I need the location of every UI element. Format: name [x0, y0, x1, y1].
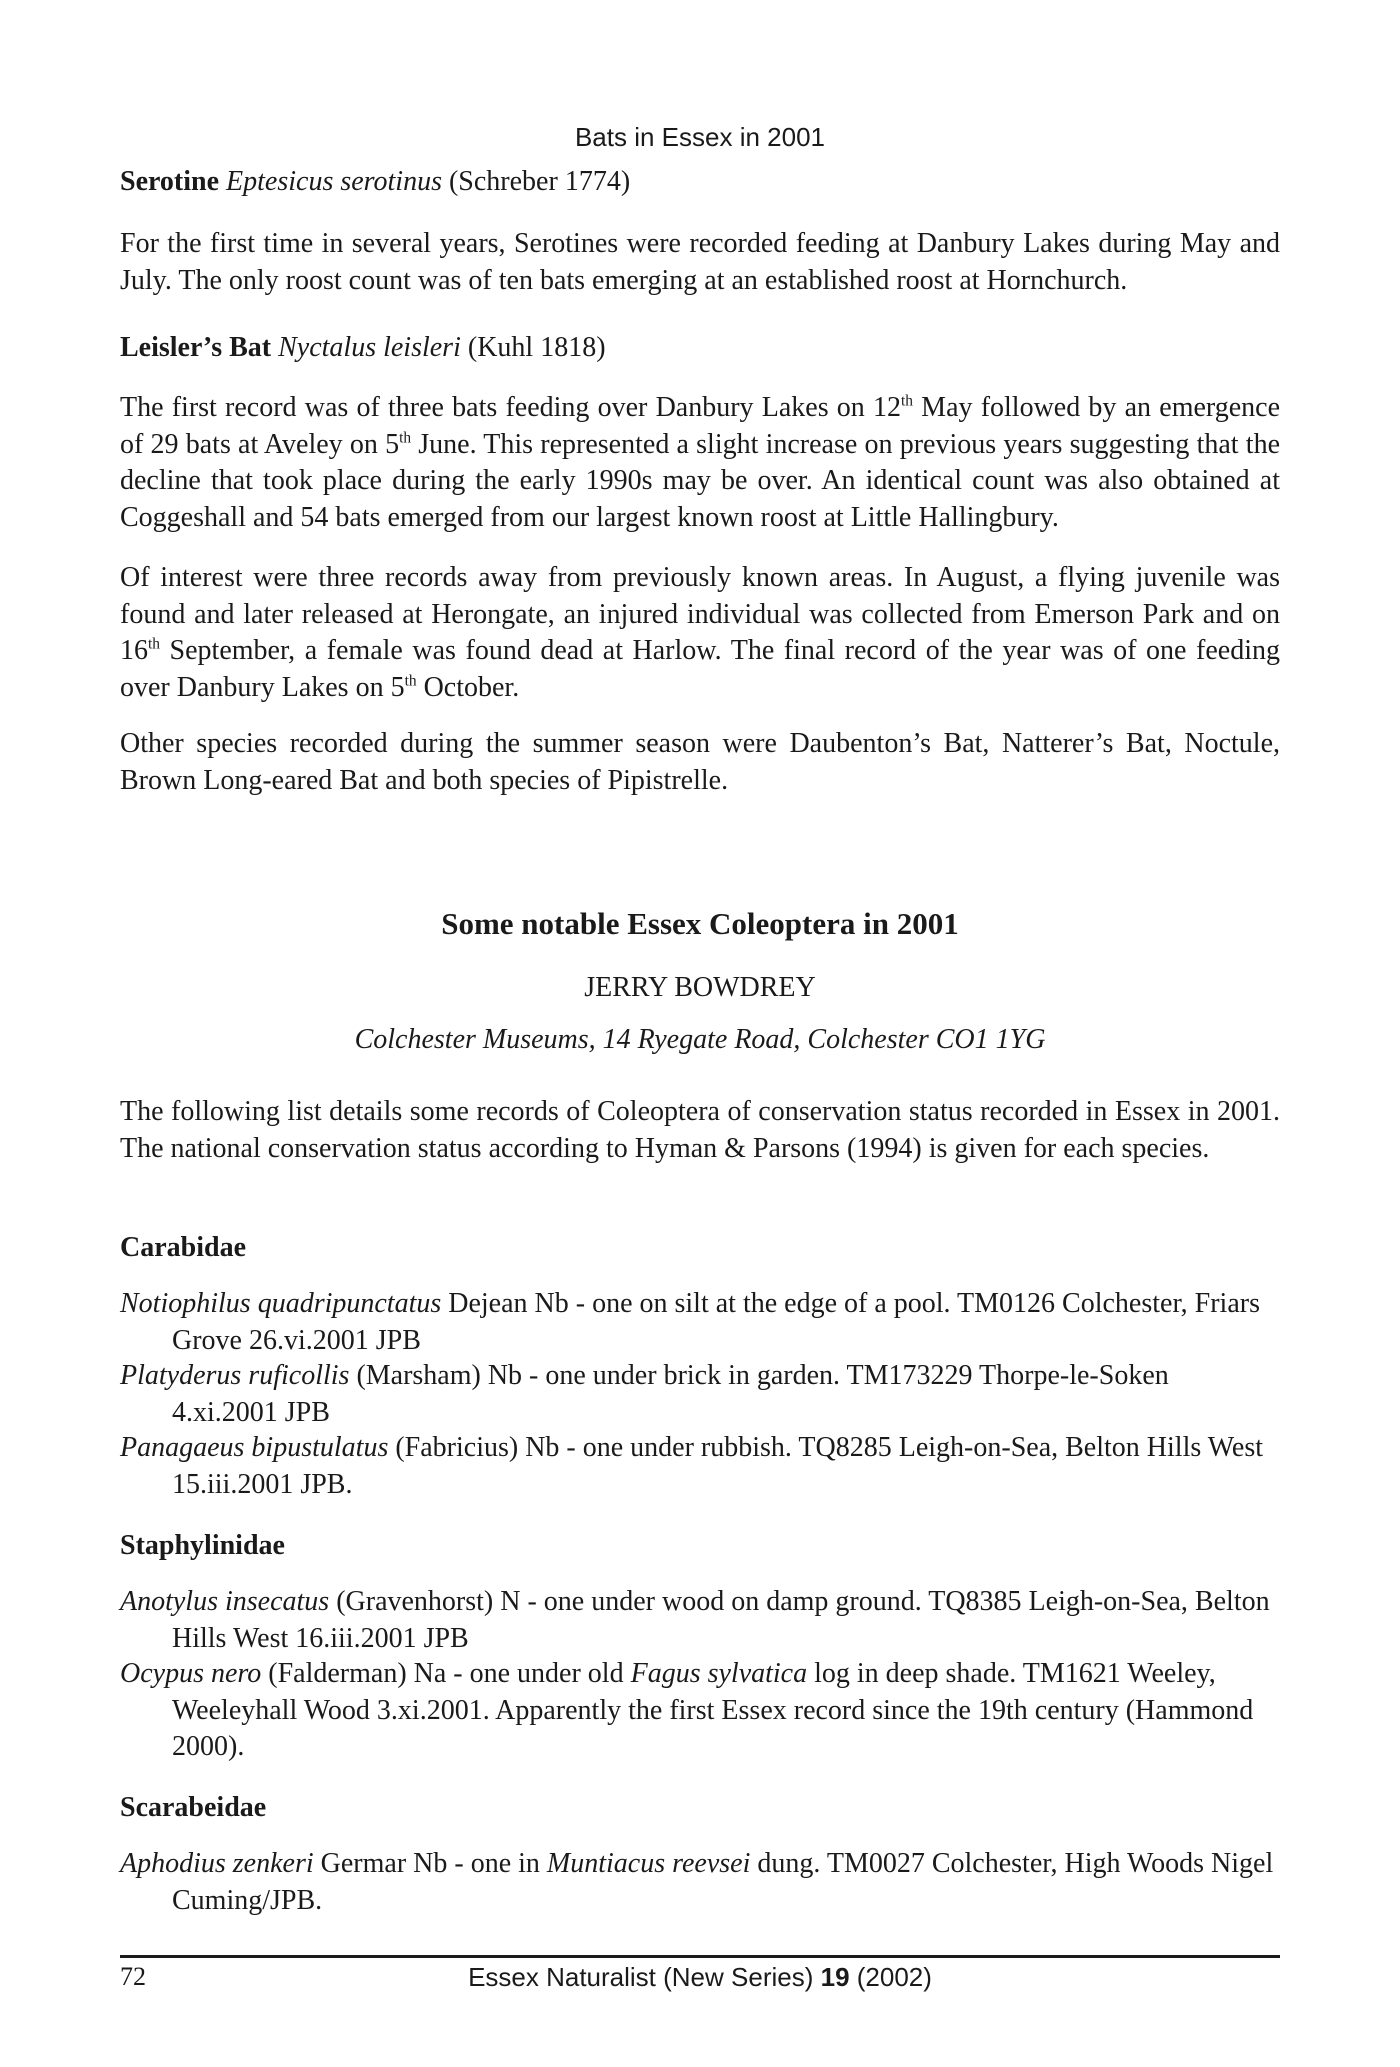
article-intro: The following list details some records of Coleoptera of conservation status recorded in Essex in 2001. The national conservation status according to Hyman & Parsons (1994) is given for each species. [120, 1096, 1280, 1164]
footer-rule [120, 1955, 1280, 1958]
family-heading-carabidae: Carabidae [120, 1232, 246, 1263]
species-heading-serotine [120, 166, 630, 198]
record-entry: Aphodius zenkeri Germar Nb - one in Muntiacus reevsei dung. TM0027 Colchester, High Woods Nigel Cuming/JPB. [120, 1848, 1274, 1916]
record-entry: Notiophilus quadripunctatus Dejean Nb - one on silt at the edge of a pool. TM0126 Colchester, Friars Grove 26.vi.2001 JPB [120, 1288, 1260, 1356]
species-common-name: Serotine [120, 166, 220, 197]
record-entry: Panagaeus bipustulatus (Fabricius) Nb - one under rubbish. TQ8285 Leigh-on-Sea, Belton Hills West 15.iii.2001 JPB. [120, 1432, 1264, 1500]
record-entry: Ocypus nero (Falderman) Na - one under old Fagus sylvatica log in deep shade. TM1621 Weeley, Weeleyhall Wood 3.xi.2001. Apparently the first Essex record since the 19th century (Hammond 2000). [120, 1658, 1254, 1762]
species-latin-name: Eptesicus serotinus [226, 166, 442, 197]
record-entry: Anotylus insecatus (Gravenhorst) N - one under wood on damp ground. TQ8385 Leigh-on-Sea, Belton Hills West 16.iii.2001 JPB [120, 1586, 1270, 1654]
record-entry: Platyderus ruficollis (Marsham) Nb - one under brick in garden. TM173229 Thorpe-le-Soken 4.xi.2001 JPB [120, 1360, 1169, 1428]
species-common-name: Leisler’s Bat [120, 332, 272, 363]
article-affiliation: Colchester Museums, 14 Ryegate Road, Colchester CO1 1YG [354, 1024, 1046, 1055]
species-authority: (Schreber 1774) [448, 166, 631, 197]
page-number: 72 [120, 1962, 146, 1991]
article-author: JERRY BOWDREY [584, 972, 816, 1003]
species-heading-leislers [120, 332, 606, 364]
family-heading-scarabeidae: Scarabeidae [120, 1792, 267, 1823]
leislers-paragraph-2: Of interest were three records away from previously known areas. In August, a flying juvenile was found and later released at Herongate, an injured individual was collected from Emerson Park and on 16th September, a female was found dead at Harlow. The final record of the year was of one feeding over Danbury Lakes on 5th October. [120, 562, 1280, 703]
article-title: Some notable Essex Coleoptera in 2001 [441, 906, 959, 941]
page [120, 0, 1280, 2067]
journal-citation: Essex Naturalist (New Series) 19 (2002) [468, 1962, 932, 1992]
serotine-paragraph: For the first time in several years, Serotines were recorded feeding at Danbury Lakes during May and July. The only roost count was of ten bats emerging at an established roost at Hornchurch. [120, 228, 1280, 296]
leislers-paragraph-1: The first record was of three bats feeding over Danbury Lakes on 12th May followed by an emergence of 29 bats at Aveley on 5th June. This represented a slight increase on previous years suggesting that the decline that took place during the early 1990s may be over. An identical count was also obtained at Coggeshall and 54 bats emerged from our largest known roost at Little Hallingbury. [120, 392, 1280, 533]
species-authority: (Kuhl 1818) [467, 332, 606, 363]
family-heading-staphylinidae: Staphylinidae [120, 1530, 285, 1561]
running-head: Bats in Essex in 2001 [574, 122, 826, 152]
leislers-paragraph-3: Other species recorded during the summer season were Daubenton’s Bat, Natterer’s Bat, Noctule, Brown Long-eared Bat and both species of Pipistrelle. [120, 728, 1280, 796]
species-latin-name: Nyctalus leisleri [278, 332, 461, 363]
